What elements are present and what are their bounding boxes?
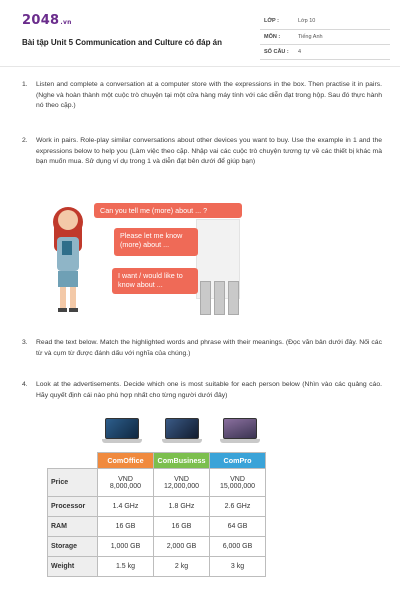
column-comoffice: ComOffice (98, 453, 154, 469)
computer-tower (214, 281, 225, 315)
table-cell: 16 GB (154, 517, 210, 537)
table-cell: 16 GB (98, 517, 154, 537)
laptop-images (100, 418, 280, 448)
laptop-image (162, 418, 202, 446)
row-label: RAM (48, 517, 98, 537)
table-cell: 64 GB (210, 517, 266, 537)
header-divider (0, 66, 400, 67)
question-number: 4. (22, 381, 28, 388)
table-cell: 2 kg (154, 557, 210, 577)
question-text: Work in pairs. Role-play similar conversations about other devices you want to buy. Use the example in 1 and the expressions below to help you (Làm việc theo cặp. Nhập vai các cuộc trò chuyện tương tự về các thiết bị khác mà bạn muốn mua. Sử dụng ví dụ trong 1 và diễn đạt bên dưới để giúp bạn) (36, 137, 382, 165)
table-cell: 1.4 GHz (98, 497, 154, 517)
speech-bubble: Please let me know (more) about ... (114, 228, 198, 256)
document-header (12, 8, 390, 64)
spec-table (47, 452, 266, 577)
speech-bubble: I want / would like to know about ... (112, 268, 198, 294)
table-cell: 3 kg (210, 557, 266, 577)
table-row (48, 469, 266, 497)
question-1 (22, 80, 382, 112)
table-cell: 1,000 GB (98, 537, 154, 557)
laptop-image (102, 418, 142, 446)
table-cell: 2,000 GB (154, 537, 210, 557)
info-row-class: LỚP : Lớp 10 (260, 14, 390, 29)
table-cell: 6,000 GB (210, 537, 266, 557)
table-row (48, 517, 266, 537)
question-3 (22, 338, 382, 359)
site-logo[interactable]: 2048.vn (22, 13, 72, 28)
question-4 (22, 380, 382, 401)
question-number: 1. (22, 81, 28, 88)
speech-bubble: Can you tell me (more) about ... ? (94, 203, 242, 218)
info-row-subject: MÔN : Tiếng Anh (260, 29, 390, 44)
girl-illustration (42, 195, 102, 320)
row-label: Storage (48, 537, 98, 557)
table-cell: 1.8 GHz (154, 497, 210, 517)
table-cell: VND 12,000,000 (154, 469, 210, 497)
question-text: Listen and complete a conversation at a computer store with the expressions in the box. Then practise it in pairs. (Nghe và hoàn thành một cuộc trò chuyện tại một cửa hàng máy tính với các diễn đạt trong hộp. Sau đó thực hành nó theo cặp.) (36, 81, 382, 109)
info-table (260, 14, 390, 60)
spec-header-row (48, 453, 266, 469)
page-title: Bài tập Unit 5 Communication and Culture có đáp án (22, 38, 223, 47)
table-cell: 1.5 kg (98, 557, 154, 577)
row-label: Processor (48, 497, 98, 517)
computer-tower (200, 281, 211, 315)
question-text: Look at the advertisements. Decide which one is most suitable for each person below (Nhìn vào các quảng cáo. Hãy quyết định cái nào phù hợp nhất cho từng người dưới đây) (36, 381, 382, 399)
question-number: 3. (22, 339, 28, 346)
question-text: Read the text below. Match the highlighted words and phrase with their meanings. (Đọc văn bản dưới đây. Nối các từ và cụm từ được đánh dấu với nghĩa của chúng.) (36, 339, 382, 357)
question-2 (22, 136, 382, 168)
row-label: Weight (48, 557, 98, 577)
spec-corner (48, 453, 98, 469)
question-number: 2. (22, 137, 28, 144)
table-cell: 2.6 GHz (210, 497, 266, 517)
table-row (48, 537, 266, 557)
table-cell: VND 8,000,000 (98, 469, 154, 497)
table-row (48, 497, 266, 517)
table-cell: VND 15,000,000 (210, 469, 266, 497)
column-compro: ComPro (210, 453, 266, 469)
conversation-illustration (42, 195, 262, 320)
laptop-image (220, 418, 260, 446)
column-combusiness: ComBusiness (154, 453, 210, 469)
info-row-count: SỐ CÂU : 4 (260, 44, 390, 59)
table-row (48, 557, 266, 577)
computer-tower (228, 281, 239, 315)
row-label: Price (48, 469, 98, 497)
